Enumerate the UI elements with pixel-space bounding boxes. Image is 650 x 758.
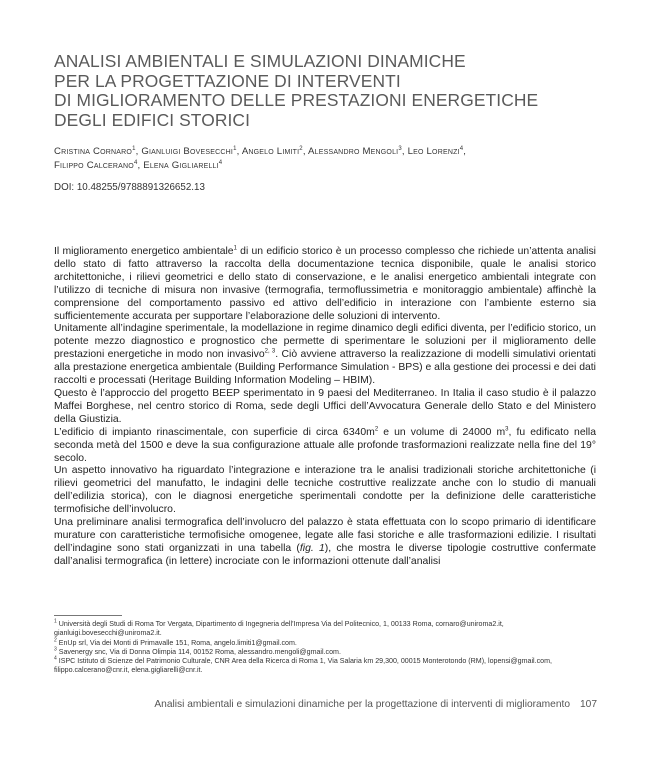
paragraph-4	[54, 427, 596, 466]
footnote-text: Università degli Studi di Roma Tor Vergata, Dipartimento di Ingegneria dell’Impresa Via del Politecnico, 1, 00133 Roma, cornaro@uniroma2.it, gianluigi.bovesecchi@uniroma2.it.	[54, 620, 504, 638]
author-affiliation-mark: 1	[132, 145, 136, 152]
figure-reference: fig. 1	[299, 542, 325, 554]
author-affiliation-mark: 1	[233, 145, 237, 152]
author-name: Leo Lorenzi	[407, 146, 460, 157]
title-line-3: DI MIGLIORAMENTO DELLE PRESTAZIONI ENERGETICHE	[54, 90, 539, 110]
author-name: Elena Gigliarelli	[143, 159, 219, 171]
superscript: 2	[374, 426, 379, 433]
author-name: Alessandro Mengoli	[308, 146, 399, 157]
text-run: Unitamente all’indagine sperimentale, la modellazione in regime dinamico degli edifici diventa, per l’edificio storico, un potente mezzo diagnostico e prognostico che permette di sperimentare le soluzioni per il miglioramento delle prestazioni energetiche in modo non invasivo	[54, 323, 596, 361]
footnote-4	[54, 657, 599, 676]
footnote-divider	[54, 615, 122, 616]
title-line-2: PER LA PROGETTAZIONE DI INTERVENTI	[54, 70, 401, 91]
footnote-1	[54, 620, 599, 639]
author-affiliation-mark: 2	[299, 145, 303, 152]
superscript: 3	[505, 426, 509, 433]
footnote-text: EnUp srl, Via dei Monti di Primavalle 151, Roma, angelo.limiti1@gmail.com.	[56, 638, 297, 647]
author-affiliation-mark: 4	[459, 145, 464, 152]
text-run: . Ciò avviene attraverso la realizzazione di modelli simulativi orientati alla prestazione energetica ambientale (Building Performance Simulation - BPS) e alla gestione dei processi e dei dati raccolti e processati (Heritage Building Information Modeling – HBIM).	[54, 349, 596, 387]
text-run: e un volume di 24000 m	[378, 426, 506, 438]
author-affiliation-mark: 4	[218, 159, 223, 166]
paragraph-5: Un aspetto innovativo ha riguardato l’integrazione e interazione tra le analisi tradizionali storiche architettoniche (i rilievi geometrici del manufatto, le indagini delle tecniche costruttive realizzate anche con lo studio di manuali dell’edilizia storica), con le diagnosi energetiche sperimentali condotte per la definizione delle caratteristiche termofisiche dell’involucro.	[54, 465, 596, 516]
title-line-1: ANALISI AMBIENTALI E SIMULAZIONI DINAMICHE	[54, 51, 466, 71]
text-run: di un edificio storico è un processo complesso che richiede un’attenta analisi dello stato di fatto attraverso la raccolta della documentazione tecnica disponibile, quale le analisi storico architettoniche, i rilievi geometrici e dello stato di conservazione, e le analisi energetico ambientali integrate con l’utilizzo di tecniche di misura non invasive (termografia, termoflussimetria e monitoraggio ambientale) affinchè la comprensione del comportamento passivo ed attivo dell’edificio in interazione con l’ambiente esterno sia sufficientemente accurata per supportare l’elaborazione delle soluzioni di intervento.	[54, 246, 596, 322]
footnote-text: Savenergy snc, Via di Donna Olimpia 114, 00152 Roma, alessandro.mengoli@gmail.com.	[56, 647, 341, 656]
author-name: Filippo Calcerano	[54, 159, 134, 171]
paragraph-3: Questo è l’approccio del progetto BEEP sperimentato in 9 paesi del Mediterraneo. In Italia il caso studio è il palazzo Maffei Borghese, nel centro storico di Roma, sede degli Uffici dell’Avvocatura Generale dello Stato e del Ministero della Giustizia.	[54, 387, 596, 425]
footnote-mark: 1	[54, 618, 57, 625]
footnote-ref: 2, 3	[264, 348, 276, 355]
body-text	[54, 246, 596, 569]
author-line-1: Cristina Cornaro$^1$, Gianluigi Bovesecchi$^1$, Angelo Limiti$^2$, Alessandro Mengoli$^3$, Leo Lorenzi$^4$,	[54, 145, 467, 157]
running-footer	[54, 699, 597, 710]
text-run: Il miglioramento energetico ambientale	[54, 246, 234, 257]
footnote-2	[54, 639, 599, 648]
page-number: 107	[580, 699, 597, 710]
author-affiliation-mark: 4	[133, 159, 138, 166]
footnote-mark: 3	[54, 646, 57, 653]
author-list	[54, 145, 614, 172]
footnote-mark: 2	[54, 637, 57, 644]
author-name: Cristina Cornaro	[54, 146, 133, 157]
paragraph-1	[54, 246, 596, 323]
paragraph-6	[54, 517, 596, 569]
text-run: Una preliminare analisi termografica dell’involucro del palazzo è stata effettuata con lo scopo primario di identificare murature con caratteristiche termofisiche omogenee, legate alle fasi storiche e alle trasformazioni edilizie. I risultati dell’indagine sono stati organizzati in una tabella (	[54, 517, 596, 554]
paragraph-2	[54, 323, 596, 388]
doi-identifier: DOI: 10.48255/9788891326652.13	[54, 182, 205, 193]
paper-title	[54, 52, 614, 130]
author-line-2: Filippo Calcerano$^4$, Elena Gigliarelli$^4$	[54, 159, 223, 171]
footnote-mark: 4	[54, 655, 57, 662]
footnote-3	[54, 648, 599, 657]
author-affiliation-mark: 3	[398, 145, 402, 152]
footnote-ref: 1	[233, 245, 237, 252]
footnote-text: ISPC Istituto di Scienze del Patrimonio Culturale, CNR Area della Ricerca di Roma 1, Via Salaria km 29,300, 00015 Monterotondo (RM), lopensi@gmail.com, filippo.calcerano@cnr.it, elena.gigliarelli@cnr.it.	[54, 657, 552, 675]
title-line-4: DEGLI EDIFICI STORICI	[54, 109, 251, 130]
footnotes	[54, 620, 599, 676]
text-run: ), che mostra le diverse tipologie costruttive confermate dall’analisi termografica (in lettere) incrociate con le informazioni ottenute dall’analisi	[54, 542, 596, 567]
text-run: L’edificio di impianto rinascimentale, con superficie di circa 6340m	[54, 426, 375, 438]
text-run: , fu edificato nella seconda metà del 1500 e deve la sua configurazione attuale alle profonde trasformazioni realizzate nella fine del 19° secolo.	[54, 426, 596, 464]
author-name: Angelo Limiti	[241, 146, 300, 157]
running-title: Analisi ambientali e simulazioni dinamiche per la progettazione di interventi di miglioramento	[154, 699, 570, 710]
author-name: Gianluigi Bovesecchi	[141, 146, 234, 157]
